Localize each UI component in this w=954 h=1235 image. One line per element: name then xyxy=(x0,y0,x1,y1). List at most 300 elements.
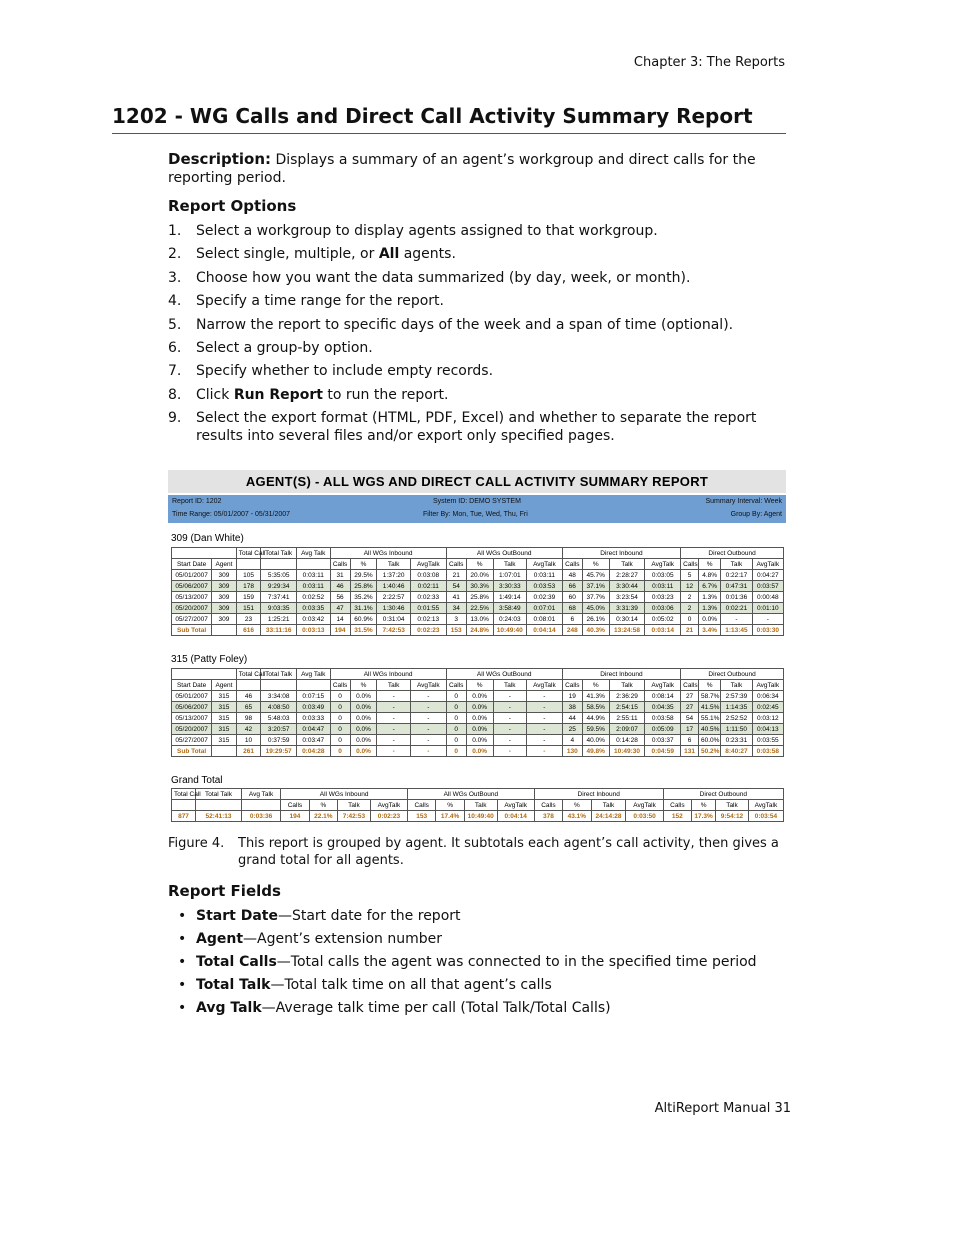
subtotal-cell: - xyxy=(493,746,526,757)
table-cell: 31.1% xyxy=(350,603,377,614)
header-spacer xyxy=(297,680,330,691)
column-header: AvgTalk xyxy=(497,800,534,811)
table-cell: 59.5% xyxy=(582,724,609,735)
table-cell: 31 xyxy=(330,570,350,581)
table-cell: 6 xyxy=(681,735,699,746)
table-cell: 315 xyxy=(212,702,237,713)
table-cell: 0:06:34 xyxy=(752,691,783,702)
field-item xyxy=(178,977,788,993)
subtotal-cell: 50.2% xyxy=(698,746,720,757)
field-term: Avg Talk xyxy=(196,1000,262,1016)
step-number: 4. xyxy=(168,293,182,310)
table-cell: 0:03:42 xyxy=(297,614,330,625)
table-cell: 0:22:17 xyxy=(721,570,752,581)
step-text-part: Choose how you want the data summarized (by day, week, or month). xyxy=(196,269,691,286)
column-header: Total Talk xyxy=(261,669,297,680)
grand-total-cell: 10:49:40 xyxy=(464,811,497,822)
table-cell: 0.0% xyxy=(466,724,493,735)
table-cell: 30.3% xyxy=(466,581,493,592)
table-cell: 1:11:50 xyxy=(721,724,752,735)
column-header: Talk xyxy=(493,559,526,570)
table-cell: - xyxy=(752,614,783,625)
table-cell: 27 xyxy=(681,691,699,702)
grand-total-cell: 24:14:28 xyxy=(591,811,626,822)
column-header: % xyxy=(466,559,493,570)
table-cell: 0.0% xyxy=(466,691,493,702)
group-header: All WGs OutBound xyxy=(446,548,562,559)
table-cell: 2:22:57 xyxy=(377,592,410,603)
table-cell: 1:37:20 xyxy=(377,570,410,581)
table-cell: 65 xyxy=(236,702,261,713)
step-text xyxy=(196,339,373,357)
table-cell: - xyxy=(527,724,563,735)
report-meta xyxy=(168,495,786,523)
table-cell: 1:07:01 xyxy=(493,570,526,581)
header-spacer xyxy=(172,548,237,559)
table-cell: 66 xyxy=(562,581,582,592)
grand-total-cell: 17.3% xyxy=(692,811,716,822)
table-row xyxy=(172,735,784,746)
table-row xyxy=(172,713,784,724)
system-id: System ID: DEMO SYSTEM xyxy=(433,498,521,505)
option-step xyxy=(168,339,788,357)
table-cell: 27 xyxy=(681,702,699,713)
table-cell: 46 xyxy=(236,691,261,702)
table-cell: 0:07:15 xyxy=(297,691,330,702)
table-cell: 60 xyxy=(562,592,582,603)
table-cell: 29.5% xyxy=(350,570,377,581)
column-header: AvgTalk xyxy=(645,680,681,691)
table-cell: 2:54:15 xyxy=(609,702,645,713)
subtotal-cell: 0:03:30 xyxy=(752,625,783,636)
table-row xyxy=(172,581,784,592)
table-cell: 2:36:29 xyxy=(609,691,645,702)
report-figure xyxy=(168,470,786,828)
column-header: AvgTalk xyxy=(410,680,446,691)
group-by: Group By: Agent xyxy=(730,511,782,518)
field-item xyxy=(178,931,788,947)
table-cell: 0:23:31 xyxy=(721,735,752,746)
table-cell: 0:24:03 xyxy=(493,614,526,625)
column-header: Calls xyxy=(281,800,309,811)
column-header: Calls xyxy=(562,559,582,570)
column-header: % xyxy=(582,680,609,691)
group-header: Direct Inbound xyxy=(534,789,663,800)
table-row xyxy=(172,691,784,702)
step-text-part: Select single, multiple, or xyxy=(196,246,379,263)
bullet: • xyxy=(178,908,187,924)
table-cell: 55.1% xyxy=(698,713,720,724)
table-cell: 0:04:13 xyxy=(752,724,783,735)
header-spacer xyxy=(172,669,237,680)
table-cell: 14 xyxy=(330,614,350,625)
table-cell: 05/20/2007 xyxy=(172,724,212,735)
table-cell: 05/01/2007 xyxy=(172,570,212,581)
table-cell: 1:49:14 xyxy=(493,592,526,603)
table-cell: - xyxy=(377,713,410,724)
grand-total-cell: 0:03:54 xyxy=(748,811,783,822)
subtotal-cell: 194 xyxy=(330,625,350,636)
column-header: Talk xyxy=(377,680,410,691)
column-header: Talk xyxy=(609,559,645,570)
table-cell: 6 xyxy=(562,614,582,625)
column-header: Start Date xyxy=(172,680,212,691)
field-item xyxy=(178,954,788,970)
description-text: Displays a summary of an agent’s workgroup and direct calls for the reporting period. xyxy=(168,152,756,186)
table-cell: - xyxy=(527,713,563,724)
option-step xyxy=(168,316,788,334)
description xyxy=(168,150,788,187)
table-cell: 3:30:33 xyxy=(493,581,526,592)
table-cell: 0.0% xyxy=(698,614,720,625)
table-cell: - xyxy=(377,691,410,702)
subtotal-cell: 0.0% xyxy=(350,746,377,757)
column-header: Talk xyxy=(591,800,626,811)
table-cell: 3:58:49 xyxy=(493,603,526,614)
table-cell: 0:01:36 xyxy=(721,592,752,603)
header-row xyxy=(172,559,784,570)
table-cell: 42 xyxy=(236,724,261,735)
column-header: Start Date xyxy=(172,559,212,570)
table-cell: 60.9% xyxy=(350,614,377,625)
table-cell: 0:03:49 xyxy=(297,702,330,713)
group-header: All WGs OutBound xyxy=(408,789,535,800)
table-cell: 9:03:35 xyxy=(261,603,297,614)
step-text-part: Narrow the report to specific days of the week and a span of time (optional). xyxy=(196,316,734,333)
subtotal-row xyxy=(172,746,784,757)
column-header: Calls xyxy=(446,680,466,691)
column-header: Calls xyxy=(663,800,691,811)
table-cell: 0.0% xyxy=(350,735,377,746)
table-cell: 05/20/2007 xyxy=(172,603,212,614)
table-cell: - xyxy=(493,691,526,702)
table-cell: 0:03:11 xyxy=(527,570,563,581)
table-cell: 0:02:52 xyxy=(297,592,330,603)
table-cell: - xyxy=(410,702,446,713)
subtotal-cell xyxy=(212,625,237,636)
grand-total-cell: 378 xyxy=(534,811,562,822)
column-header: AvgTalk xyxy=(527,559,563,570)
table-cell: 6.7% xyxy=(698,581,720,592)
header-spacer xyxy=(297,559,330,570)
table-cell: 0:00:48 xyxy=(752,592,783,603)
column-header: AvgTalk xyxy=(410,559,446,570)
table-cell: 34 xyxy=(446,603,466,614)
step-text xyxy=(196,409,788,445)
table-cell: 2 xyxy=(681,603,699,614)
table-cell: - xyxy=(410,735,446,746)
table-cell: 2:52:52 xyxy=(721,713,752,724)
step-number: 6. xyxy=(168,339,182,356)
step-text-part: agents. xyxy=(399,246,456,263)
step-text-part: Select the export format (HTML, PDF, Excel) and whether to separate the report results into several files and/or export only specified pages. xyxy=(196,410,757,445)
field-text xyxy=(196,954,757,970)
group-header: All WGs Inbound xyxy=(330,669,446,680)
table-cell: 0.0% xyxy=(350,724,377,735)
subtotal-cell: 0 xyxy=(330,746,350,757)
grand-total-cell: 9:54:12 xyxy=(716,811,749,822)
table-cell: 05/06/2007 xyxy=(172,581,212,592)
table-cell: 7:37:41 xyxy=(261,592,297,603)
table-cell: 19 xyxy=(562,691,582,702)
option-step xyxy=(168,269,788,287)
table-cell: - xyxy=(377,735,410,746)
table-cell: 0:04:47 xyxy=(297,724,330,735)
table-cell: 0:03:11 xyxy=(297,570,330,581)
column-header: % xyxy=(582,559,609,570)
table-cell: 0:03:57 xyxy=(752,581,783,592)
page-title: 1202 - WG Calls and Direct Call Activity Summary Report xyxy=(112,104,786,134)
step-number: 1. xyxy=(168,223,182,239)
table-cell: 0:03:08 xyxy=(410,570,446,581)
group-header: All WGs Inbound xyxy=(330,548,446,559)
subtotal-cell xyxy=(212,746,237,757)
step-number: 5. xyxy=(168,316,182,333)
table-cell: 0:03:11 xyxy=(645,581,681,592)
header-row xyxy=(172,669,784,680)
group-header: Direct Inbound xyxy=(562,669,680,680)
table-cell: 40.0% xyxy=(582,735,609,746)
column-header: % xyxy=(350,559,377,570)
subtotal-cell: 0:03:13 xyxy=(297,625,330,636)
subtotal-cell: 10:49:30 xyxy=(609,746,645,757)
table-cell: 54 xyxy=(446,581,466,592)
step-text xyxy=(196,292,444,310)
subtotal-cell: 0:03:58 xyxy=(752,746,783,757)
subtotal-cell: 0:04:28 xyxy=(297,746,330,757)
field-text xyxy=(196,908,461,924)
page-footer: AltiReport Manual 31 xyxy=(654,1101,791,1116)
table-cell: 0:03:23 xyxy=(645,592,681,603)
table-cell: - xyxy=(493,702,526,713)
table-cell: - xyxy=(410,724,446,735)
table-cell: 48 xyxy=(562,570,582,581)
table-cell: 309 xyxy=(212,603,237,614)
grand-total-cell: 0:03:36 xyxy=(241,811,280,822)
group-header: All WGs Inbound xyxy=(281,789,408,800)
field-term: Total Talk xyxy=(196,977,271,993)
table-cell: 0:01:55 xyxy=(410,603,446,614)
table-cell: 25 xyxy=(562,724,582,735)
grand-total-cell: 0:02:23 xyxy=(370,811,407,822)
column-header: % xyxy=(436,800,464,811)
subtotal-cell: 130 xyxy=(562,746,582,757)
field-definition: —Total talk time on all that agent’s calls xyxy=(270,977,552,993)
step-text-bold: All xyxy=(378,246,400,263)
table-cell: 0.0% xyxy=(350,702,377,713)
table-cell: 4 xyxy=(562,735,582,746)
agent-name: 309 (Dan White) xyxy=(171,533,244,544)
subtotal-cell: 0.0% xyxy=(466,746,493,757)
table-cell: 05/27/2007 xyxy=(172,614,212,625)
table-cell: 5:35:05 xyxy=(261,570,297,581)
step-number: 3. xyxy=(168,269,182,286)
subtotal-cell: 0 xyxy=(446,746,466,757)
table-cell: 26.1% xyxy=(582,614,609,625)
grand-total-cell: 194 xyxy=(281,811,309,822)
table-cell: 41.5% xyxy=(698,702,720,713)
table-cell: 0:04:27 xyxy=(752,570,783,581)
table-cell: 5:48:03 xyxy=(261,713,297,724)
table-cell: 178 xyxy=(236,581,261,592)
column-header: Calls xyxy=(446,559,466,570)
step-text-part: Specify whether to include empty records. xyxy=(196,363,494,380)
bullet: • xyxy=(178,931,187,947)
step-text xyxy=(196,386,448,404)
field-text xyxy=(196,977,552,993)
header-spacer xyxy=(241,800,280,811)
group-header: Direct Outbound xyxy=(681,548,784,559)
table-cell: 0:37:59 xyxy=(261,735,297,746)
subtotal-cell: Sub Total xyxy=(172,746,212,757)
step-text xyxy=(196,222,658,240)
column-header: % xyxy=(692,800,716,811)
step-number: 9. xyxy=(168,410,182,427)
table-cell: 46 xyxy=(330,581,350,592)
table-cell: 0 xyxy=(681,614,699,625)
table-cell: 315 xyxy=(212,691,237,702)
table-cell: 0:03:47 xyxy=(297,735,330,746)
column-header: AvgTalk xyxy=(752,680,783,691)
step-number: 8. xyxy=(168,386,182,403)
table-cell: 41 xyxy=(446,592,466,603)
step-text xyxy=(196,316,733,334)
table-cell: 0 xyxy=(330,713,350,724)
table-cell: 20.0% xyxy=(466,570,493,581)
table-cell: 3:23:54 xyxy=(609,592,645,603)
table-cell: 0:02:45 xyxy=(752,702,783,713)
table-cell: 0:07:01 xyxy=(527,603,563,614)
column-header: Talk xyxy=(377,559,410,570)
table-cell: 41.3% xyxy=(582,691,609,702)
table-cell: 0:30:14 xyxy=(609,614,645,625)
table-cell: 44.9% xyxy=(582,713,609,724)
table-cell: 0.0% xyxy=(466,713,493,724)
table-cell: 2:09:07 xyxy=(609,724,645,735)
table-cell: - xyxy=(493,713,526,724)
table-cell: 0.0% xyxy=(350,691,377,702)
subtotal-cell: 7:42:53 xyxy=(377,625,410,636)
report-fields-list xyxy=(178,908,788,1023)
header-spacer xyxy=(236,680,261,691)
table-cell: 0:08:14 xyxy=(645,691,681,702)
grand-total-cell: 17.4% xyxy=(436,811,464,822)
subtotal-cell: 1:13:45 xyxy=(721,625,752,636)
header-spacer xyxy=(261,559,297,570)
table-cell: 05/13/2007 xyxy=(172,592,212,603)
table-cell: 37.7% xyxy=(582,592,609,603)
report-options-steps xyxy=(168,222,788,451)
bullet: • xyxy=(178,954,187,970)
subtotal-cell: 21 xyxy=(681,625,699,636)
table-cell: 0 xyxy=(446,724,466,735)
table-cell: 0 xyxy=(446,691,466,702)
table-cell: 0:02:11 xyxy=(410,581,446,592)
column-header: AvgTalk xyxy=(748,800,783,811)
table-cell: 0:31:04 xyxy=(377,614,410,625)
table-cell: 0:04:35 xyxy=(645,702,681,713)
table-cell: 0.0% xyxy=(466,702,493,713)
table-cell: 0:02:39 xyxy=(527,592,563,603)
table-cell: 05/27/2007 xyxy=(172,735,212,746)
table-cell: 58.7% xyxy=(698,691,720,702)
table-cell: 4:08:50 xyxy=(261,702,297,713)
table-cell: 0:47:31 xyxy=(721,581,752,592)
grand-total-label: Grand Total xyxy=(171,775,223,786)
column-header: AvgTalk xyxy=(645,559,681,570)
table-cell: 2 xyxy=(681,592,699,603)
table-row xyxy=(172,614,784,625)
header-spacer xyxy=(196,800,242,811)
filter-by: Filter By: Mon, Tue, Wed, Thu, Fri xyxy=(423,511,528,518)
column-header: Calls xyxy=(562,680,582,691)
subtotal-cell: - xyxy=(527,746,563,757)
table-cell: 0.0% xyxy=(350,713,377,724)
column-header: Calls xyxy=(330,559,350,570)
subtotal-cell: Sub Total xyxy=(172,625,212,636)
column-header: Talk xyxy=(721,680,752,691)
option-step xyxy=(168,245,788,263)
step-text xyxy=(196,269,690,287)
column-header: Talk xyxy=(338,800,371,811)
table-cell: 2:55:11 xyxy=(609,713,645,724)
table-cell: 0:02:33 xyxy=(410,592,446,603)
column-header: % xyxy=(309,800,337,811)
table-cell: 1.3% xyxy=(698,592,720,603)
option-step xyxy=(168,362,788,380)
field-term: Total Calls xyxy=(196,954,277,970)
table-cell: 21 xyxy=(446,570,466,581)
column-header: Talk xyxy=(716,800,749,811)
table-cell: - xyxy=(410,713,446,724)
table-cell: 1:25:21 xyxy=(261,614,297,625)
field-definition: —Total calls the agent was connected to in the specified time period xyxy=(276,954,757,970)
column-header: % xyxy=(466,680,493,691)
column-header: % xyxy=(698,680,720,691)
table-cell: 37.1% xyxy=(582,581,609,592)
subtotal-row xyxy=(172,625,784,636)
column-header: Talk xyxy=(464,800,497,811)
grand-total-cell: 22.1% xyxy=(309,811,337,822)
table-cell: 0:03:37 xyxy=(645,735,681,746)
column-header: Talk xyxy=(493,680,526,691)
table-cell: 47 xyxy=(330,603,350,614)
grand-total-row xyxy=(172,811,784,822)
table-cell: 5 xyxy=(681,570,699,581)
table-cell: 0.0% xyxy=(466,735,493,746)
header-spacer xyxy=(172,800,196,811)
step-text-part: Select a group-by option. xyxy=(196,339,373,356)
column-header: Total Talk xyxy=(196,789,242,800)
step-text xyxy=(196,245,456,263)
grand-total-cell: 877 xyxy=(172,811,196,822)
column-header: Agent xyxy=(212,680,237,691)
table-cell: 05/13/2007 xyxy=(172,713,212,724)
subtotal-cell: 24.8% xyxy=(466,625,493,636)
step-text-part: to run the report. xyxy=(322,386,449,403)
table-cell: 0:02:21 xyxy=(721,603,752,614)
option-step xyxy=(168,292,788,310)
option-step xyxy=(168,386,788,404)
report-fields-heading: Report Fields xyxy=(168,882,281,900)
field-item xyxy=(178,908,788,924)
table-cell: 44 xyxy=(562,713,582,724)
table-cell: 0:03:33 xyxy=(297,713,330,724)
subtotal-cell: 261 xyxy=(236,746,261,757)
table-cell: 0 xyxy=(446,702,466,713)
grand-total-cell: 152 xyxy=(663,811,691,822)
table-cell: 1:40:46 xyxy=(377,581,410,592)
